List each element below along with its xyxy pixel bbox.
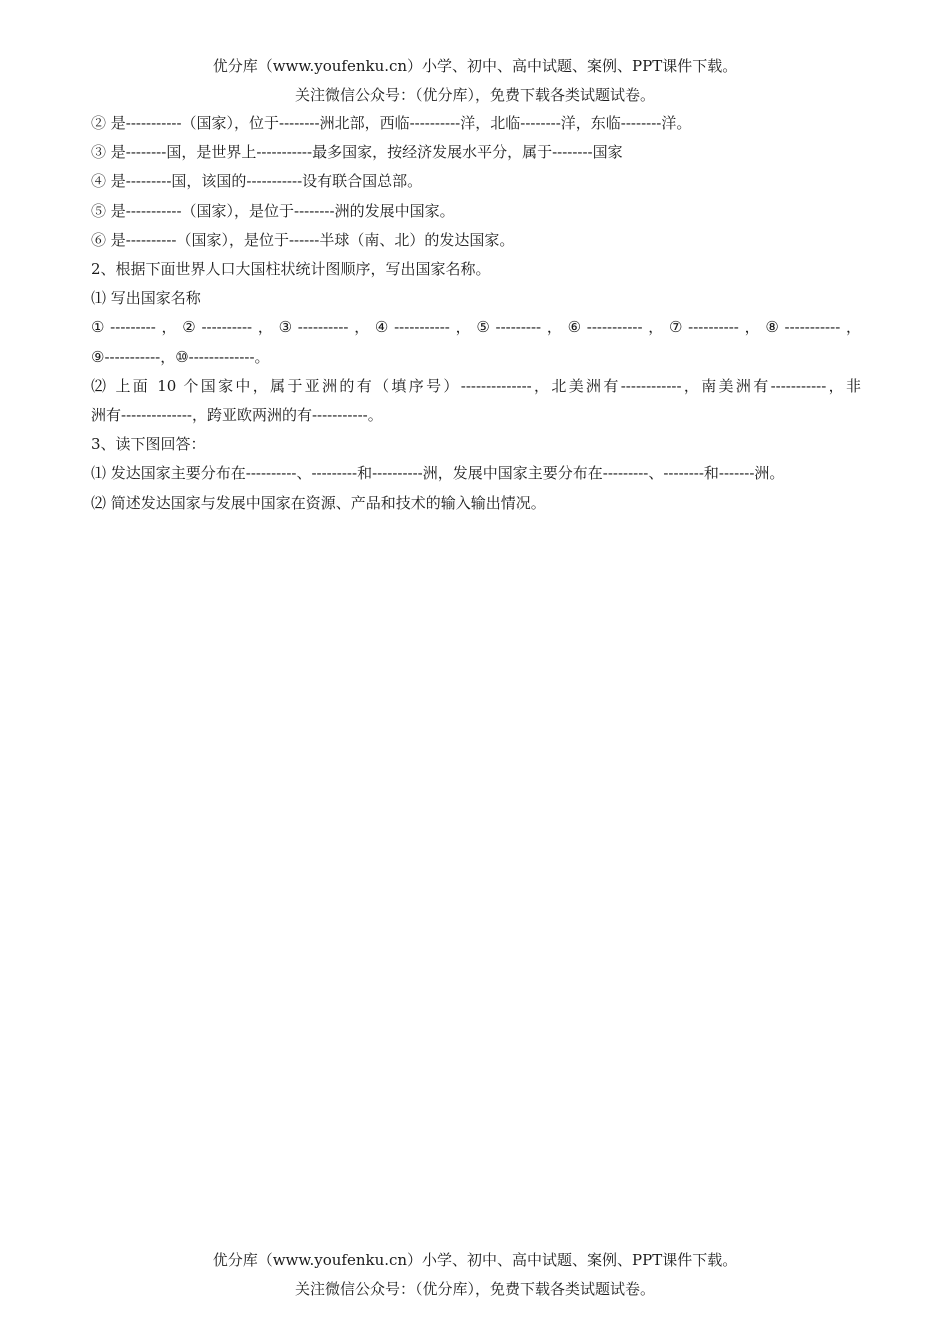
question-2-blanks-line-2: ⑨-----------，⑩-------------。	[91, 347, 270, 366]
header-line-2: 关注微信公众号：（优分库），免费下载各类试题试卷。	[294, 86, 655, 104]
page-footer	[0, 1246, 950, 1304]
question-2-blanks-line-1: ①---------，②----------，③----------，④-----------，⑤---------，⑥-----------，⑦----------，⑧-----------，	[91, 318, 861, 337]
question-2-title: 2、根据下面世界人口大国柱状统计图顺序，写出国家名称。	[91, 260, 491, 279]
question-2-sub-2-line-2: 洲有--------------，跨亚欧两洲的有-----------。	[91, 406, 383, 424]
q1-item-4: ④ 是---------国，该国的-----------设有联合国总部。	[91, 172, 423, 191]
document-body	[91, 109, 861, 518]
question-2-sub-1: ⑴ 写出国家名称	[91, 289, 201, 308]
header-line-1: 优分库（www.youfenku.cn）小学、初中、高中试题、案例、PPT课件下载。	[212, 57, 738, 75]
footer-line-2: 关注微信公众号：（优分库），免费下载各类试题试卷。	[294, 1280, 655, 1298]
question-3-title: 3、读下图回答：	[91, 435, 206, 454]
question-3-sub-2: ⑵ 简述发达国家与发展中国家在资源、产品和技术的输入输出情况。	[91, 493, 546, 512]
page-header	[0, 52, 950, 110]
q1-item-5: ⑤ 是-----------（国家），是位于--------洲的发展中国家。	[91, 201, 455, 220]
q1-item-6: ⑥ 是----------（国家），是位于------半球（南、北）的发达国家。	[91, 230, 515, 249]
question-2-sub-2-line-1: ⑵ 上面 10 个国家中，属于亚洲的有（填序号）--------------，北美洲有------------，南美洲有-----------，非	[91, 376, 861, 395]
q1-item-2: ② 是-----------（国家），位于--------洲北部，西临----------洋，北临--------洋，东临--------洋。	[91, 114, 692, 132]
footer-line-1: 优分库（www.youfenku.cn）小学、初中、高中试题、案例、PPT课件下载。	[212, 1251, 738, 1269]
question-3-sub-1: ⑴ 发达国家主要分布在----------、---------和----------洲，发展中国家主要分布在---------、--------和-------洲。	[91, 464, 785, 483]
q1-item-3: ③ 是--------国，是世界上-----------最多国家，按经济发展水平分，属于--------国家	[91, 143, 623, 162]
